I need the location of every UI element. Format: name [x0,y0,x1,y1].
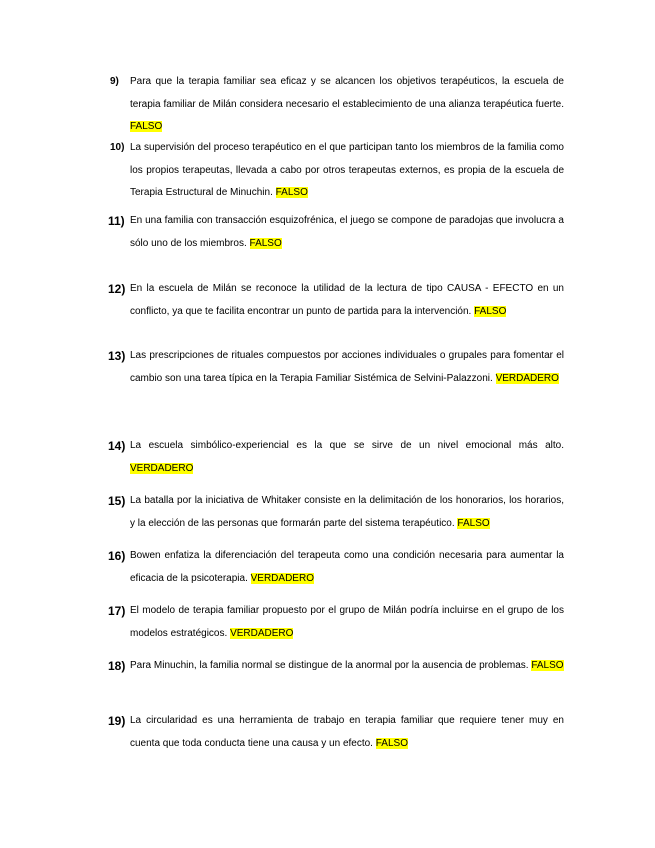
question-number: 17) [108,604,126,618]
statement: La escuela simbólico-experiencial es la que se sirve de un nivel emocional más alto. [130,440,564,451]
answer-highlight: VERDADERO [130,462,194,474]
statement: La circularidad es una herramienta de trabajo en terapia familiar que requiere tener muy en cuenta que toda conducta tiene una causa y un efecto. [130,715,564,749]
question-number: 14) [108,439,126,453]
statement: La supervisión del proceso terapéutico en el que participan tanto los miembros de la familia como los propios terapeutas, llevada a cabo por otros terapeutas externos, es propia de la escuela de Terapia Estructural de Minuchin. [130,142,564,198]
answer-highlight: VERDADERO [230,627,294,639]
question-text [130,71,564,139]
answer-highlight: FALSO [249,237,282,249]
question-number: 18) [108,659,126,673]
answer-highlight: VERDADERO [495,372,559,384]
question-text [130,137,564,205]
statement: La batalla por la iniciativa de Whitaker consiste en la delimitación de los honorarios, los horarios, y la elección de las personas que formarán parte del sistema terapéutico. [130,495,564,529]
statement: En la escuela de Milán se reconoce la utilidad de la lectura de tipo CAUSA - EFECTO en un conflicto, ya que te facilita encontrar un punto de partida para la intervención. [130,283,564,317]
statement: Para que la terapia familiar sea eficaz y se alcancen los objetivos terapéuticos, la escuela de terapia familiar de Milán considera necesario el establecimiento de una alianza terapéutica fuerte. [130,76,564,110]
answer-highlight: FALSO [375,737,408,749]
statement: En una familia con transacción esquizofrénica, el juego se compone de paradojas que involucra a sólo uno de los miembros. [130,215,564,249]
question-number: 9) [110,76,119,87]
answer-highlight: FALSO [130,121,163,132]
answer-highlight: FALSO [474,305,507,317]
question-number: 19) [108,714,126,728]
question-text [130,435,564,480]
question-text [130,655,564,678]
statement: Bowen enfatiza la diferenciación del terapeuta como una condición necesaria para aumentar la eficacia de la psicoterapia. [130,550,564,584]
question-text [130,345,564,390]
statement: El modelo de terapia familiar propuesto por el grupo de Milán podría incluirse en el grupo de los modelos estratégicos. [130,605,564,639]
question-number: 10) [110,142,125,153]
question-number: 15) [108,494,126,508]
statement: Para Minuchin, la familia normal se distingue de la anormal por la ausencia de problemas. [130,660,532,671]
answer-highlight: VERDADERO [250,572,314,584]
question-text [130,490,564,535]
question-text [130,545,564,590]
question-number: 12) [108,282,126,296]
question-text [130,278,564,323]
question-number: 16) [108,549,126,563]
answer-highlight: FALSO [531,660,564,671]
question-number: 13) [108,349,126,363]
answer-highlight: FALSO [275,187,308,198]
question-text [130,710,564,755]
question-text [130,600,564,645]
question-number: 11) [108,214,125,228]
statement: Las prescripciones de rituales compuestos por acciones individuales o grupales para fomentar el cambio son una tarea típica en la Terapia Familiar Sistémica de Selvini-Palazzoni. [130,350,564,384]
question-text [130,210,564,255]
answer-highlight: FALSO [457,517,490,529]
